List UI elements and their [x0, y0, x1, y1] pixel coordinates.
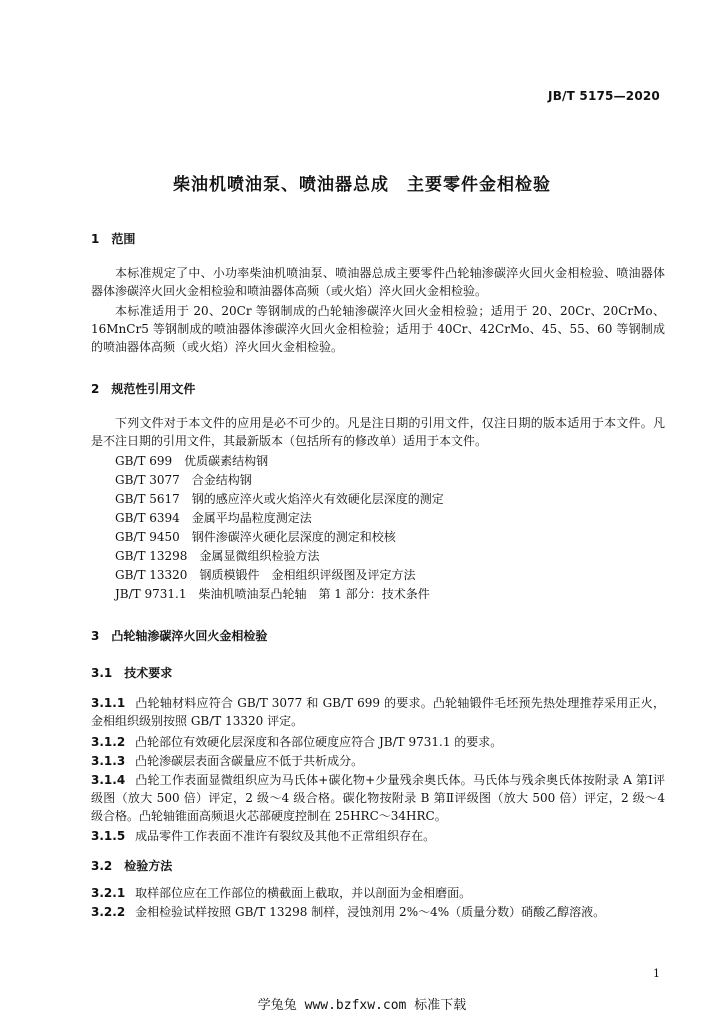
clause-3-1-4: [91, 771, 665, 825]
reference-item: JB/T 9731.1 柴油机喷油泵凸轮轴 第 1 部分：技术条件: [115, 587, 430, 601]
reference-item: GB/T 3077 合金结构钢: [115, 473, 252, 487]
document-title: 柴油机喷油泵、喷油器总成 主要零件金相检验: [173, 175, 551, 195]
clause-number: 3.1.5: [91, 829, 126, 843]
clause-3-1-2: [91, 733, 665, 751]
reference-item: GB/T 699 优质碳素结构钢: [115, 454, 269, 468]
section-1-paragraph-2: 本标准适用于 20、20Cr 等钢制成的凸轮轴渗碳淬火回火金相检验；适用于 20、20Cr、20CrMo、16MnCr5 等钢制成的喷油器体渗碳淬火回火金相检验；适用于 40Cr、42CrMo、45、55、60 等钢制成的喷油器体高频（或火焰）淬火回火金相检验。: [91, 304, 665, 354]
section-2-paragraph-1: 下列文件对于本文件的应用是必不可少的。凡是注日期的引用文件，仅注日期的版本适用于本文件。凡是不注日期的引用文件，其最新版本（包括所有的修改单）适用于本文件。: [91, 416, 665, 448]
reference-item: GB/T 9450 钢件渗碳淬火硬化层深度的测定和校核: [115, 530, 396, 544]
watermark-footer: 学兔兔 www.bzfxw.com 标准下载: [257, 998, 467, 1013]
clause-3-2-1: [91, 884, 665, 902]
clause-number: 3.2.2: [91, 905, 126, 919]
section-1-paragraph-1: 本标准规定了中、小功率柴油机喷油泵、喷油器总成主要零件凸轮轴渗碳淬火回火金相检验、喷油器体器体渗碳淬火回火金相检验和喷油器体高频（或火焰）淬火回火金相检验。: [91, 266, 665, 298]
reference-item: GB/T 13298 金属显微组织检验方法: [115, 549, 320, 563]
document-code: JB/T 5175—2020: [548, 89, 660, 103]
section-3-heading: 3 凸轮轴渗碳淬火回火金相检验: [91, 629, 268, 643]
clause-number: 3.1.4: [91, 773, 126, 787]
clause-text: 成品零件工作表面不准许有裂纹及其他不正常组织存在。: [135, 829, 436, 843]
clause-3-1-3: [91, 752, 665, 770]
clause-number: 3.1.1: [91, 696, 126, 710]
clause-text: 凸轮渗碳层表面含碳量应不低于共析成分。: [135, 754, 364, 768]
clause-text: 凸轮工作表面显微组织应为马氏体+碳化物+少量残余奥氏体。马氏体与残余奥氏体按附录 A 第Ⅰ评级图（放大 500 倍）评定，2 级～4 级合格。碳化物按附录 B 第Ⅱ评级图（放大 500 倍）评定，2 级～4 级合格。凸轮轴锥面高频退火芯部硬度控制在 25HRC～34HRC。: [91, 773, 665, 823]
clause-3-1-1: [91, 694, 665, 730]
section-1-heading: 1 范围: [91, 232, 136, 246]
reference-item: GB/T 5617 钢的感应淬火或火焰淬火有效硬化层深度的测定: [115, 492, 444, 506]
reference-item: GB/T 6394 金属平均晶粒度测定法: [115, 511, 312, 525]
clause-text: 凸轮部位有效硬化层深度和各部位硬度应符合 JB/T 9731.1 的要求。: [135, 735, 503, 749]
clause-text: 凸轮轴材料应符合 GB/T 3077 和 GB/T 699 的要求。凸轮轴锻件毛坯预先热处理推荐采用正火，金相组织级别按照 GB/T 13320 评定。: [91, 696, 665, 728]
clause-text: 取样部位应在工作部位的横截面上截取，并以剖面为金相磨面。: [135, 886, 472, 900]
clause-3-2-2: [91, 903, 665, 921]
clause-number: 3.1.3: [91, 754, 126, 768]
clause-number: 3.2.1: [91, 886, 126, 900]
reference-item: GB/T 13320 钢质模锻件 金相组织评级图及评定方法: [115, 568, 416, 582]
clause-3-1-5: [91, 827, 665, 845]
page-number: 1: [653, 967, 660, 980]
clause-text: 金相检验试样按照 GB/T 13298 制样，浸蚀剂用 2%～4%（质量分数）硝酸乙醇溶液。: [135, 905, 606, 919]
section-3-2-heading: 3.2 检验方法: [91, 859, 173, 873]
section-3-1-heading: 3.1 技术要求: [91, 666, 173, 680]
clause-number: 3.1.2: [91, 735, 126, 749]
section-2-heading: 2 规范性引用文件: [91, 382, 196, 396]
